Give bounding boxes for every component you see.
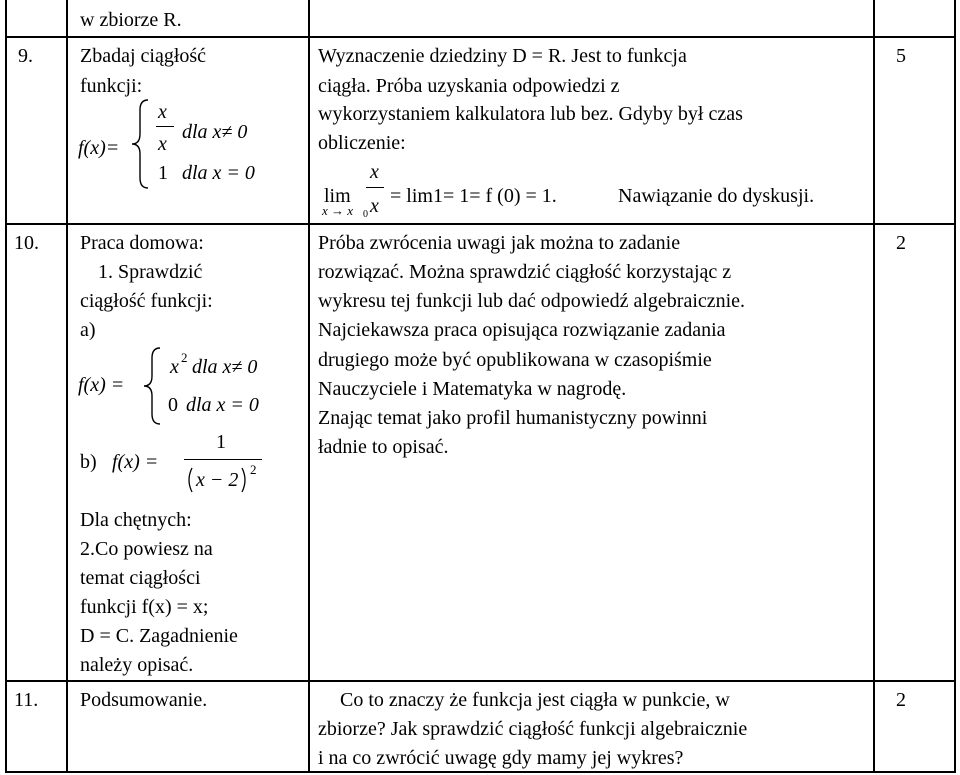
row10-desc-line5: drugiego może być opublikowana w czasopiśmie (318, 349, 712, 371)
row10-desc-line3: wykresu tej funkcji lub dać odpowiedź algebraicznie. (318, 290, 746, 312)
row11-title: Podsumowanie. (80, 689, 208, 711)
fa-case1-value: x (170, 356, 179, 378)
table-border-col2 (308, 0, 310, 773)
fb-numerator: 1 (216, 431, 226, 453)
extra-line4: D = C. Zagadnienie (80, 625, 238, 647)
row10-time: 2 (896, 232, 906, 254)
fa-left-brace (142, 346, 164, 426)
fa-case1-condition: dla x≠ 0 (192, 356, 258, 378)
row-separator-3 (5, 680, 956, 682)
fa-case1-exponent: 2 (181, 350, 188, 365)
row9-desc-line1: Wyznaczenie dziedziny D = R. Jest to funkcja (318, 45, 687, 67)
row10-desc-line7: Znając temat jako profil humanistyczny powinni (318, 407, 708, 429)
extra-title: Dla chętnych: (80, 509, 192, 531)
limit-fraction-bar (366, 187, 384, 188)
row9-left-brace (130, 98, 152, 190)
fb-denominator: x − 2 (196, 469, 239, 491)
row9-case1-numerator: x (158, 101, 167, 123)
row11-desc-line3: i na co zwrócić uwagę gdy mamy jej wykres? (318, 747, 684, 769)
limit-word: lim (324, 185, 351, 207)
row9-function-name: f(x)= (78, 137, 120, 159)
row10-item1-b: ciągłość funkcji: (80, 290, 213, 312)
table-border-right (954, 0, 956, 773)
row9-case2-value: 1 (158, 162, 168, 184)
row9-case1-fraction-bar (156, 126, 174, 127)
extra-line2: temat ciągłości (80, 567, 201, 589)
row10-item1-a: 1. Sprawdzić (98, 261, 203, 283)
fb-function-name: f(x) = (112, 451, 159, 473)
row9-desc-line2: ciągła. Próba uzyskania odpowiedzi z (318, 75, 620, 97)
row-separator-2 (5, 223, 956, 225)
table-border-col3 (873, 0, 875, 773)
fb-fraction-bar (184, 459, 262, 460)
fb-exponent: 2 (250, 462, 257, 477)
table-border-bottom (5, 771, 956, 773)
fb-label: b) (80, 451, 97, 473)
row9-desc-line4: obliczenie: (318, 132, 406, 154)
fa-function-name: f(x) = (78, 374, 125, 396)
row10-number: 10. (14, 232, 39, 254)
row11-desc-line1: Co to znaczy że funkcja jest ciągła w punkcie, w (340, 689, 730, 711)
row9-title-line1: Zbadaj ciągłość (80, 45, 207, 67)
row10-desc-line1: Próba zwrócenia uwagi jak można to zadanie (318, 232, 681, 254)
row9-desc-line3: wykorzystaniem kalkulatora lub bez. Gdyby był czas (318, 103, 743, 125)
row11-desc-line2: zbiorze? Jak sprawdzić ciągłość funkcji algebraicznie (318, 718, 748, 740)
row-separator-1 (5, 36, 956, 38)
row9-time: 5 (896, 45, 906, 67)
row11-time: 2 (896, 689, 906, 711)
row10-desc-line2: rozwiązać. Można sprawdzić ciągłość korzystając z (318, 261, 732, 283)
row10-item1-c: a) (80, 319, 96, 341)
extra-line3: funkcji f(x) = x; (80, 596, 209, 618)
extra-line5: należy opisać. (80, 654, 194, 676)
row10-desc-line8: ładnie to opisać. (318, 436, 449, 458)
limit-rest: = lim1= 1= f (0) = 1. (390, 185, 557, 207)
row9-case1-denominator: x (158, 133, 167, 155)
row10-title: Praca domowa: (80, 232, 204, 254)
table-border-left (5, 0, 7, 773)
row9-number: 9. (18, 45, 33, 67)
table-border-col1 (66, 0, 68, 773)
limit-fraction-denominator: x (370, 195, 379, 217)
extra-line1: 2.Co powiesz na (80, 538, 213, 560)
fa-case2-value: 0 (168, 394, 178, 416)
limit-tail: Nawiązanie do dyskusji. (618, 185, 815, 207)
limit-subscript: x → x (322, 203, 354, 218)
row11-number: 11. (14, 689, 39, 711)
row9-case2-condition: dla x = 0 (182, 162, 255, 184)
limit-subscript-zero: 0 (363, 209, 368, 220)
previous-row-text: w zbiorze R. (80, 9, 182, 31)
row10-desc-line4: Najciekawsza praca opisująca rozwiązanie zadania (318, 319, 726, 341)
row10-desc-line6: Nauczyciele i Matematyka w nagrodę. (318, 378, 627, 400)
row9-case1-condition: dla x≠ 0 (182, 121, 248, 143)
row9-title-line2: funkcji: (80, 75, 143, 97)
limit-fraction-numerator: x (370, 161, 379, 183)
fa-case2-condition: dla x = 0 (186, 394, 259, 416)
